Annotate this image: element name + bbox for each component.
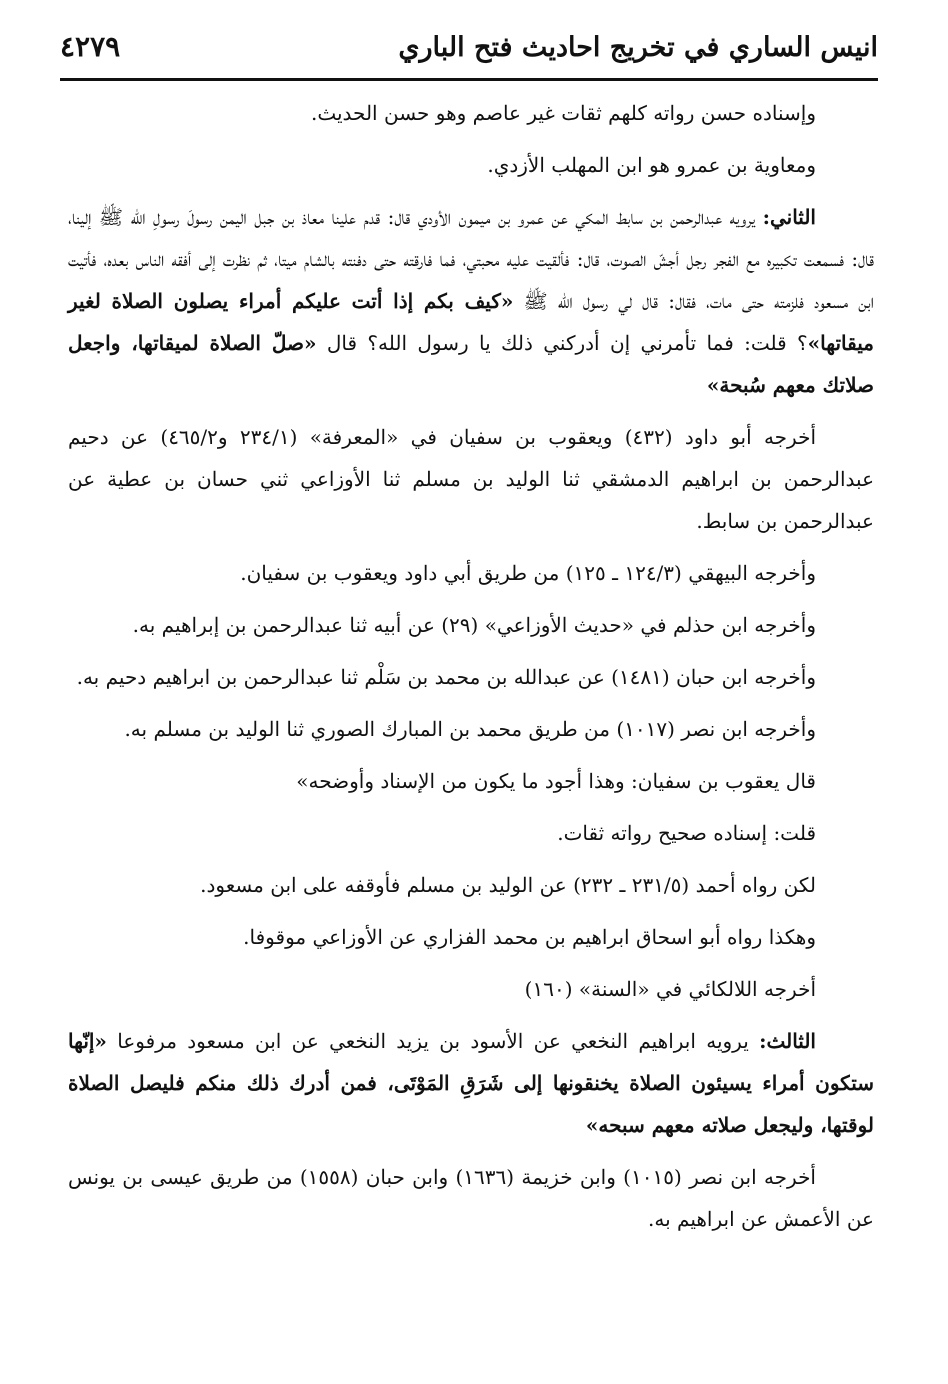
paragraph-text: قال يعقوب بن سفيان: وهذا أجود ما يكون من الإسناد وأوضحه»: [296, 769, 816, 793]
paragraph-qultu: [68, 812, 874, 854]
paragraph-text: لكن رواه أحمد (٢٣١/٥ ـ ٢٣٢) عن الوليد بن مسلم فأوقفه على ابن مسعود.: [200, 873, 816, 897]
paragraph-text: وأخرجه البيهقي (١٢٤/٣ ـ ١٢٥) من طريق أبي داود ويعقوب بن سفيان.: [240, 561, 816, 585]
paragraph-text: ومعاوية بن عمرو هو ابن المهلب الأزدي.: [487, 153, 816, 177]
paragraph-text: وهكذا رواه أبو اسحاق ابراهيم بن محمد الفزاري عن الأوزاعي موقوفا.: [243, 925, 816, 949]
paragraph-third-route: [68, 1020, 874, 1146]
paragraph-text: أخرجه اللالكائي في «السنة» (١٦٠): [524, 977, 816, 1001]
paragraph-text: يرويه ابراهيم النخعي عن الأسود بن يزيد النخعي عن ابن مسعود مرفوعا: [106, 1029, 760, 1053]
paragraph-ahmad: [68, 864, 874, 906]
paragraph-yaqub-quote: [68, 760, 874, 802]
paragraph-ibn-nasr: [68, 708, 874, 750]
paragraph-second-route: [68, 196, 874, 406]
paragraph-text: ؟ قلت: فما تأمرني إن أدركني ذلك يا رسول الله؟ قال: [316, 331, 808, 355]
hadith-quote: «كيف بكم إذا أتت عليكم أمراء يصلون الصلاة لغير ميقاتها»: [68, 289, 874, 355]
paragraph-text: يرويه عبدالرحمن بن سابط المكي عن عمرو بن ميمون الأودي قال: قدم علينا معاذ بن جبل اليمن رسولَ رسولِ الله ﷺ إلينا، قال: فسمعت تكبيره مع الفجر رجل أجشّ الصوت، قال: فألقيت عليه محبتي، فما فارقته حتى دفنته بالشام ميتا، ثم نظرت إلى أفقه الناس بعده، فأتيت ابن مسعود فلزمته حتى مات، فقال: قال لي رسول الله ﷺ: [68, 205, 874, 313]
paragraph-abu-dawud: [68, 416, 874, 542]
header-title: انيس الساري في تخريج احاديث فتح الباري: [398, 32, 878, 63]
paragraph-text: أخرجه أبو داود (٤٣٢) ويعقوب بن سفيان في «المعرفة» (٢٣٤/١ و٤٦٥/٢) عن دحيم عبدالرحمن بن ابراهيم الدمشقي ثنا الوليد بن مسلم ثنا الأوزاعي ثني حسان بن عطية عن عبدالرحمن بن سابط.: [68, 425, 874, 533]
paragraph-text: وأخرجه ابن حبان (١٤٨١) عن عبدالله بن محمد بن سَلْم ثنا عبدالرحمن بن ابراهيم دحيم به.: [76, 665, 816, 689]
paragraph-ibn-hibban: [68, 656, 874, 698]
paragraph-muawiya: [68, 144, 874, 186]
hadith-quote: «إنّها ستكون أمراء يسيئون الصلاة يخنقونها إلى شَرَقِ المَوْتَى، فمن أدرك ذلك منكم فليصل الصلاة لوقتها، وليجعل صلاته معهم سبحه»: [68, 1029, 874, 1137]
running-header: [60, 28, 878, 72]
paragraph-text: وأخرجه ابن نصر (١٠١٧) من طريق محمد بن المبارك الصوري ثنا الوليد بن مسلم به.: [124, 717, 816, 741]
paragraph-bayhaqi: [68, 552, 874, 594]
page-body: [68, 92, 874, 1250]
page-number: ٤٢٧٩: [60, 30, 121, 63]
paragraph-ibn-hadhlam: [68, 604, 874, 646]
paragraph-text: وإسناده حسن رواته كلهم ثقات غير عاصم وهو حسن الحديث.: [310, 101, 816, 125]
paragraph-fazari: [68, 916, 874, 958]
paragraph-text: قلت: إسناده صحيح رواته ثقات.: [557, 821, 816, 845]
paragraph-lalakai: [68, 968, 874, 1010]
header-divider: [60, 78, 878, 81]
section-lead-third: الثالث:: [759, 1029, 816, 1053]
paragraph-text: أخرجه ابن نصر (١٠١٥) وابن خزيمة (١٦٣٦) وابن حبان (١٥٥٨) من طريق عيسى بن يونس عن الأعمش عن ابراهيم به.: [68, 1165, 874, 1231]
hadith-quote: «صلّ الصلاة لميقاتها، واجعل صلاتك معهم سُبحة»: [68, 331, 874, 397]
paragraph-text: وأخرجه ابن حذلم في «حديث الأوزاعي» (٢٩) عن أبيه ثنا عبدالرحمن بن إبراهيم به.: [132, 613, 816, 637]
section-lead-second: الثاني:: [762, 205, 816, 229]
paragraph-isnad-hasan: [68, 92, 874, 134]
paragraph-ibn-khuzayma: [68, 1156, 874, 1240]
